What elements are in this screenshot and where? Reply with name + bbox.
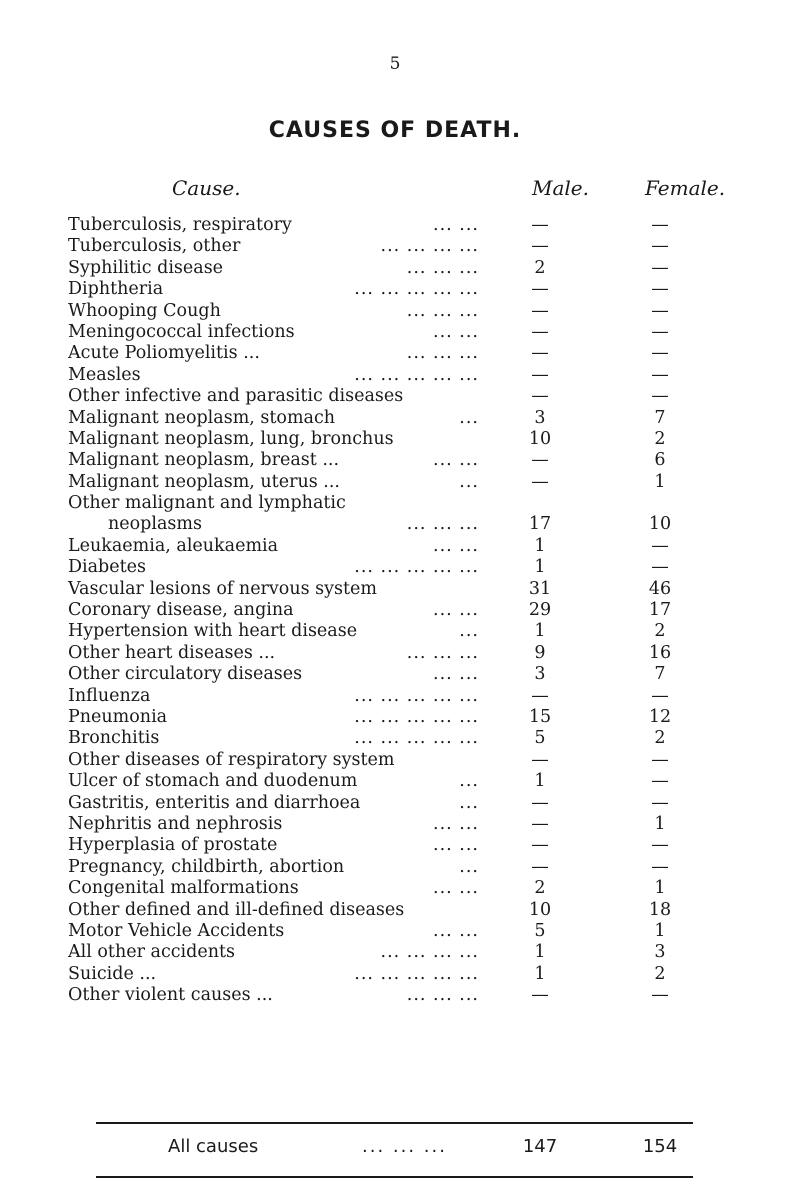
table-row: [0, 579, 801, 600]
male-count: 31: [528, 578, 552, 599]
cause-cell: Acute Poliomyelitis ...: [68, 343, 260, 364]
male-count: 2: [534, 878, 546, 899]
male-count: —: [531, 856, 549, 877]
cause-cell: Influenza: [68, 685, 151, 706]
female-count: 3: [654, 942, 666, 963]
leader-dots: ... ...: [433, 600, 479, 621]
table-row: [0, 985, 801, 1006]
female-count: 7: [654, 407, 666, 428]
female-count: 1: [654, 813, 666, 834]
table-row: [0, 878, 801, 899]
table-row: [0, 814, 801, 835]
cause-cell: Meningococcal infections: [68, 321, 295, 342]
male-count: 5: [534, 728, 546, 749]
female-count: 7: [654, 664, 666, 685]
cause-cell: neoplasms: [108, 514, 202, 535]
male-count: 10: [528, 899, 552, 920]
male-count: 1: [534, 963, 546, 984]
cause-cell: Diabetes: [68, 557, 146, 578]
table-row: [0, 472, 801, 493]
female-count: —: [651, 835, 669, 856]
cause-cell: Motor Vehicle Accidents: [68, 920, 285, 941]
female-count: —: [651, 257, 669, 278]
cause-cell: Malignant neoplasm, lung, bronchus: [68, 428, 394, 449]
cause-cell: Suicide ...: [68, 963, 157, 984]
header-female: Female.: [645, 176, 726, 200]
column-headers: [0, 176, 801, 206]
leader-dots: ... ... ... ... ...: [354, 557, 479, 578]
female-count: 1: [654, 471, 666, 492]
female-count: 46: [648, 578, 672, 599]
table-row: [0, 921, 801, 942]
leader-dots: ... ... ... ...: [380, 942, 479, 963]
table-row: [0, 386, 801, 407]
total-female: 154: [642, 1136, 678, 1157]
cause-cell: Hyperplasia of prostate: [68, 835, 278, 856]
table-row: [0, 301, 801, 322]
leader-dots: ... ... ...: [406, 257, 479, 278]
table-row: [0, 215, 801, 236]
table-row: [0, 343, 801, 364]
leader-dots: ... ... ...: [406, 985, 479, 1006]
total-rule-bottom: [96, 1176, 693, 1178]
cause-cell: Other malignant and lymphatic: [68, 493, 346, 514]
female-count: 1: [654, 920, 666, 941]
page-number: 5: [389, 54, 401, 74]
male-count: —: [531, 685, 549, 706]
male-count: —: [531, 236, 549, 257]
leader-dots: ... ... ... ... ...: [354, 279, 479, 300]
table-row: [0, 686, 801, 707]
total-dots: ... ... ...: [362, 1136, 447, 1157]
table-row: [0, 514, 801, 535]
male-count: 3: [534, 664, 546, 685]
header-male: Male.: [532, 176, 589, 200]
female-count: —: [651, 364, 669, 385]
leader-dots: ... ...: [433, 920, 479, 941]
cause-cell: All other accidents: [68, 942, 235, 963]
female-count: —: [651, 321, 669, 342]
male-count: 3: [534, 407, 546, 428]
leader-dots: ... ... ... ... ...: [354, 728, 479, 749]
total-label: All causes: [168, 1136, 259, 1157]
total-row: [0, 1136, 801, 1162]
male-count: —: [531, 279, 549, 300]
cause-cell: Whooping Cough: [68, 300, 221, 321]
cause-cell: Syphilitic disease: [68, 257, 224, 278]
leader-dots: ... ...: [433, 878, 479, 899]
table-row: [0, 900, 801, 921]
table-row: [0, 750, 801, 771]
male-count: —: [531, 343, 549, 364]
cause-cell: Measles: [68, 364, 141, 385]
male-count: —: [531, 813, 549, 834]
cause-cell: Leukaemia, aleukaemia: [68, 535, 279, 556]
table-row: [0, 450, 801, 471]
table-row: [0, 536, 801, 557]
cause-cell: Pregnancy, childbirth, abortion: [68, 856, 345, 877]
cause-cell: Gastritis, enteritis and diarrhoea: [68, 792, 361, 813]
table-row: [0, 600, 801, 621]
leader-dots: ...: [459, 621, 479, 642]
female-count: —: [651, 985, 669, 1006]
male-count: 15: [528, 706, 552, 727]
male-count: 1: [534, 535, 546, 556]
female-count: 16: [648, 642, 672, 663]
table-row: [0, 365, 801, 386]
leader-dots: ...: [459, 771, 479, 792]
female-count: —: [651, 557, 669, 578]
leader-dots: ... ...: [433, 450, 479, 471]
leader-dots: ... ...: [433, 664, 479, 685]
table-row: [0, 857, 801, 878]
cause-cell: Other defined and ill-defined diseases: [68, 899, 405, 920]
male-count: —: [531, 300, 549, 321]
cause-cell: Other heart diseases ...: [68, 642, 276, 663]
leader-dots: ... ...: [433, 535, 479, 556]
cause-cell: Other circulatory diseases: [68, 664, 303, 685]
female-count: 6: [654, 450, 666, 471]
female-count: —: [651, 279, 669, 300]
female-count: —: [651, 856, 669, 877]
cause-cell: Diphtheria: [68, 279, 164, 300]
leader-dots: ... ... ... ... ...: [354, 706, 479, 727]
male-count: —: [531, 364, 549, 385]
male-count: —: [531, 386, 549, 407]
leader-dots: ... ... ...: [406, 642, 479, 663]
cause-cell: Malignant neoplasm, uterus ...: [68, 471, 340, 492]
table-row: [0, 964, 801, 985]
male-count: —: [531, 792, 549, 813]
female-count: —: [651, 386, 669, 407]
cause-cell: Ulcer of stomach and duodenum: [68, 771, 358, 792]
table-row: [0, 793, 801, 814]
male-count: —: [531, 450, 549, 471]
cause-cell: Malignant neoplasm, stomach: [68, 407, 336, 428]
female-count: —: [651, 300, 669, 321]
male-count: —: [531, 835, 549, 856]
table-row: [0, 557, 801, 578]
leader-dots: ... ... ... ... ...: [354, 364, 479, 385]
cause-cell: Other infective and parasitic diseases: [68, 386, 404, 407]
leader-dots: ...: [459, 471, 479, 492]
leader-dots: ... ... ... ... ...: [354, 963, 479, 984]
cause-cell: Other violent causes ...: [68, 985, 273, 1006]
table-row: [0, 621, 801, 642]
male-count: 1: [534, 942, 546, 963]
female-count: —: [651, 343, 669, 364]
leader-dots: ... ...: [433, 321, 479, 342]
female-count: —: [651, 792, 669, 813]
male-count: 5: [534, 920, 546, 941]
male-count: —: [531, 215, 549, 235]
male-count: 1: [534, 621, 546, 642]
female-count: 2: [654, 621, 666, 642]
female-count: 18: [648, 899, 672, 920]
male-count: —: [531, 749, 549, 770]
table-row: [0, 942, 801, 963]
table-row: [0, 279, 801, 300]
cause-cell: Tuberculosis, other: [68, 236, 241, 257]
leader-dots: ...: [459, 407, 479, 428]
table-row: [0, 664, 801, 685]
leader-dots: ... ... ...: [406, 514, 479, 535]
female-count: —: [651, 749, 669, 770]
table-row: [0, 771, 801, 792]
table-row: [0, 322, 801, 343]
leader-dots: ...: [459, 856, 479, 877]
male-count: 1: [534, 557, 546, 578]
table-row: [0, 408, 801, 429]
table-row: [0, 707, 801, 728]
header-cause: Cause.: [172, 176, 241, 200]
total-male: 147: [522, 1136, 558, 1157]
causes-table: [0, 215, 801, 1006]
table-row: [0, 258, 801, 279]
cause-cell: Tuberculosis, respiratory: [68, 215, 292, 235]
cause-cell: Malignant neoplasm, breast ...: [68, 450, 340, 471]
female-count: 10: [648, 514, 672, 535]
male-count: —: [531, 471, 549, 492]
female-count: 1: [654, 878, 666, 899]
male-count: 10: [528, 428, 552, 449]
leader-dots: ... ... ...: [406, 343, 479, 364]
table-row: [0, 643, 801, 664]
table-row: [0, 493, 801, 514]
female-count: 2: [654, 963, 666, 984]
leader-dots: ... ... ...: [406, 300, 479, 321]
male-count: 9: [534, 642, 546, 663]
page-title: CAUSES OF DEATH.: [268, 118, 522, 143]
total-rule-top: [96, 1122, 693, 1124]
female-count: —: [651, 215, 669, 235]
cause-cell: Hypertension with heart disease: [68, 621, 358, 642]
female-count: —: [651, 771, 669, 792]
table-row: [0, 236, 801, 257]
leader-dots: ... ...: [433, 835, 479, 856]
male-count: 29: [528, 600, 552, 621]
male-count: —: [531, 985, 549, 1006]
leader-dots: ... ... ... ...: [380, 236, 479, 257]
male-count: 2: [534, 257, 546, 278]
female-count: 2: [654, 428, 666, 449]
leader-dots: ... ...: [433, 813, 479, 834]
leader-dots: ... ...: [433, 215, 479, 235]
female-count: —: [651, 685, 669, 706]
female-count: 17: [648, 600, 672, 621]
male-count: 17: [528, 514, 552, 535]
cause-cell: Coronary disease, angina: [68, 600, 294, 621]
cause-cell: Congenital malformations: [68, 878, 299, 899]
table-row: [0, 429, 801, 450]
leader-dots: ... ... ... ... ...: [354, 685, 479, 706]
cause-cell: Other diseases of respiratory system: [68, 749, 395, 770]
female-count: 2: [654, 728, 666, 749]
cause-cell: Vascular lesions of nervous system: [68, 578, 377, 599]
table-row: [0, 728, 801, 749]
table-row: [0, 835, 801, 856]
female-count: 12: [648, 706, 672, 727]
cause-cell: Pneumonia: [68, 706, 168, 727]
cause-cell: Bronchitis: [68, 728, 160, 749]
female-count: —: [651, 535, 669, 556]
female-count: —: [651, 236, 669, 257]
male-count: 1: [534, 771, 546, 792]
leader-dots: ...: [459, 792, 479, 813]
male-count: —: [531, 321, 549, 342]
cause-cell: Nephritis and nephrosis: [68, 813, 283, 834]
